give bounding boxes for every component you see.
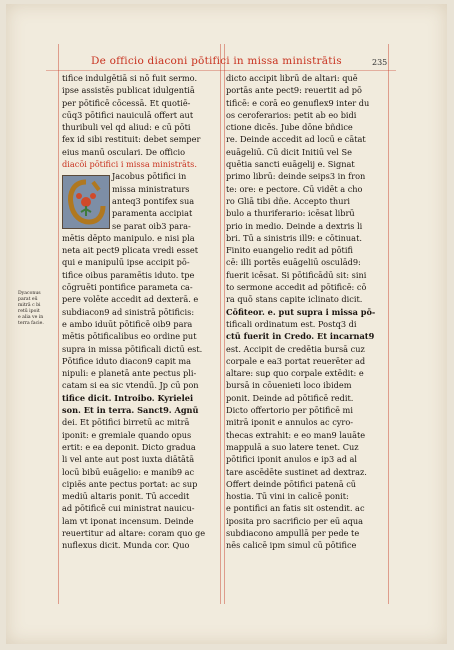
- text-line: locū bibū euāgelio: e manib9 ac: [62, 466, 195, 477]
- text-line: ponit. Deinde ad pōtificē redit.: [226, 392, 354, 403]
- text-line: to sermone accedit ad pōtificē: cō: [226, 282, 367, 293]
- marginal-note: [18, 291, 62, 327]
- text-line: altare: suꝑ quo corpale extēdit: e: [226, 368, 364, 379]
- note-line: terra facie.: [18, 321, 44, 326]
- text-line: est. Accipit de credētia bursā cuz: [226, 343, 365, 354]
- text-line: ctione dicēs. Jube dōne bñdice: [226, 122, 353, 133]
- text-line: bursā in cōuenieti loco ibidem: [226, 380, 352, 391]
- text-line: Pōtifice iduto diacon9 capit ma: [62, 355, 192, 366]
- text-line: Finito euangelio redit ad pōtifi: [226, 245, 353, 256]
- running-head: De officio diaconi pōtifici in missa ministrātis: [91, 55, 342, 67]
- text-line: pōtifici iponit anulos e ip3 ad al: [226, 454, 358, 465]
- text-line: catam si ea sic vtendū. Jp cū pon: [62, 380, 199, 391]
- left-column: [62, 72, 222, 552]
- text-line: cē: illi portēs euāgeliū osculād9:: [226, 257, 361, 268]
- note-line: e alia ve in: [18, 315, 44, 320]
- text-line: ipse assistēs publicat idulgentiā: [62, 85, 195, 96]
- text-line: re. Deinde accedit ad locū e cātat: [226, 134, 366, 145]
- rule-line: [388, 44, 389, 604]
- text-line: nipuli: e planetā ante pectus pli-: [62, 368, 197, 379]
- text-line: Cōfiteor. e. put supra i missa pō-: [226, 306, 376, 317]
- text-line: mappulā a suo latere tenet. Cuz: [226, 441, 359, 452]
- text-line: hostia. Tū vini in calicē ponit:: [226, 491, 349, 502]
- text-line: se parat oib3 para-: [112, 220, 191, 231]
- text-line: ad pōtificē cui ministrat nauicu-: [62, 503, 195, 514]
- text-line: dei. Et pōtifici birretū ac mitrā: [62, 417, 190, 428]
- text-line: fex id sibi restituit: debet semper: [62, 134, 201, 145]
- text-line: thuribuli vel qd aliud: e cū pōti: [62, 122, 191, 133]
- text-line: corpale e ea3 portat reuerēter ad: [226, 355, 366, 366]
- text-line: thecas extrahit: e eo man9 lauāte: [226, 429, 366, 440]
- text-line: euāgeliū. Cū dicit Initiū vel Se: [226, 146, 352, 157]
- manuscript-page: [6, 4, 447, 644]
- flower-ornament-icon: [63, 176, 109, 228]
- text-line: son. Et in terra. Sanct9. Agnū: [62, 405, 199, 416]
- note-line: retū ipoit: [18, 309, 40, 314]
- text-line: mitrā iponit e annulos ac cyro-: [226, 417, 354, 428]
- text-line: missa ministraturs: [112, 183, 190, 194]
- text-line: neta ait pect9 plicata vredi esset: [62, 245, 199, 256]
- text-line: Jacobus pōtifici in: [112, 171, 187, 182]
- text-line: te: ore: e pectore. Cū vidēt a cho: [226, 183, 363, 194]
- text-line: subdiacon9 ad sinistrā pōtificis:: [62, 306, 195, 317]
- text-line: tifice dicit. Introibo. Kyrielei: [62, 392, 194, 403]
- text-line: iponit: e gremiale quando opus: [62, 429, 192, 440]
- text-line: mediū altaris ponit. Tū accedit: [62, 491, 190, 502]
- illuminated-initial: [62, 175, 110, 229]
- rubric-line: diacōi pōtifici i missa ministrāts.: [62, 159, 197, 170]
- text-line: supra in missa pōtificali dictū est.: [62, 343, 203, 354]
- text-line: lam vt iponat incensum. Deinde: [62, 515, 194, 526]
- text-line: ctū fuerit in Credo. Et incarnat9: [226, 331, 375, 342]
- rule-line: [224, 44, 225, 604]
- text-line: tifice oibus paramētis iduto. tpe: [62, 269, 195, 280]
- text-line: ro Gliā tibi dñe. Accepto thuri: [226, 195, 351, 206]
- text-line: nuflexus dicit. Munda cor. Quo: [62, 540, 190, 551]
- text-line: tifice indulgētiā si nō fuit sermo.: [62, 73, 198, 83]
- text-line: cōgruēti pontifice parameta ca-: [62, 282, 193, 293]
- text-line: ertit: e ea deponit. Dicto gradua: [62, 441, 196, 452]
- text-line: iposita pro sacrificio per eū aqua: [226, 515, 364, 526]
- text-line: quētia sancti euāgelij e. Signat: [226, 159, 355, 170]
- text-line: ra quō stans capite iclinato dicit.: [226, 294, 363, 305]
- text-line: prio in medio. Deinde a dextris li: [226, 220, 363, 231]
- text-line: e pontifici an fatis sit ostendit. ac: [226, 503, 365, 514]
- text-line: per pōtificē cōcessā. Et quotiē-: [62, 97, 191, 108]
- text-line: Offert deinde pōtifici patenā cū: [226, 478, 357, 489]
- text-line: reuertitur ad altare: coram quo ge: [62, 527, 206, 538]
- note-line: Dyaconus: [18, 291, 41, 296]
- text-line: li vel ante aut post iuxta diātātā: [62, 454, 195, 465]
- text-line: subdiacono ampullā per pede te: [226, 527, 360, 538]
- text-line: fuerit icēsat. Si pōtificādū sit: sini: [226, 269, 367, 280]
- text-line: pere volēte accedit ad dexterā. e: [62, 294, 199, 305]
- text-line: qui e manipulū ipse accipit pō-: [62, 257, 190, 268]
- text-line: cūq3 pōtifici nauiculā offert aut: [62, 109, 194, 120]
- folio-number: 235: [372, 58, 388, 67]
- text-line: e ambo iduūt pōtificē oib9 para: [62, 318, 193, 329]
- text-line: dicto accipit librū de altari: quē: [226, 73, 358, 83]
- note-line: mitrā c bi: [18, 303, 41, 308]
- text-line: paramenta accipiat: [112, 208, 193, 219]
- text-line: os ceroferarios: petit ab eo bidi: [226, 109, 357, 120]
- text-line: Dicto offertorio per pōtificē mi: [226, 405, 353, 416]
- right-column: [226, 72, 386, 552]
- text-line: mētis pōtificalibus eo ordine put: [62, 331, 197, 342]
- text-line: eius manū osculari. De officio: [62, 146, 186, 157]
- text-line: tificali ordinatum est. Postq3 di: [226, 318, 357, 329]
- text-line: primo librū: deinde seips3 in fron: [226, 171, 366, 182]
- text-line: cipiēs ante pectus portat: ac sup: [62, 478, 198, 489]
- text-line: bulo a thuriferario: icēsat librū: [226, 208, 355, 219]
- text-line: bri. Tū a sinistris ill9: e cōtinuat.: [226, 232, 362, 243]
- rule-line: [46, 70, 396, 71]
- text-line: nēs calicē ipm simul cū pōtifice: [226, 540, 357, 551]
- text-line: portās ante pect9: reuertit ad pō: [226, 85, 362, 96]
- text-line: anteq3 pontifex sua: [112, 195, 195, 206]
- text-line: tificē: e corā eo genuflex9 inter du: [226, 97, 370, 108]
- note-line: parat eū: [18, 297, 38, 302]
- text-line: mētis dēpto manipulo. e nisi pla: [62, 232, 195, 243]
- text-line: tare ascēdēte sustinet ad dextraz.: [226, 466, 367, 477]
